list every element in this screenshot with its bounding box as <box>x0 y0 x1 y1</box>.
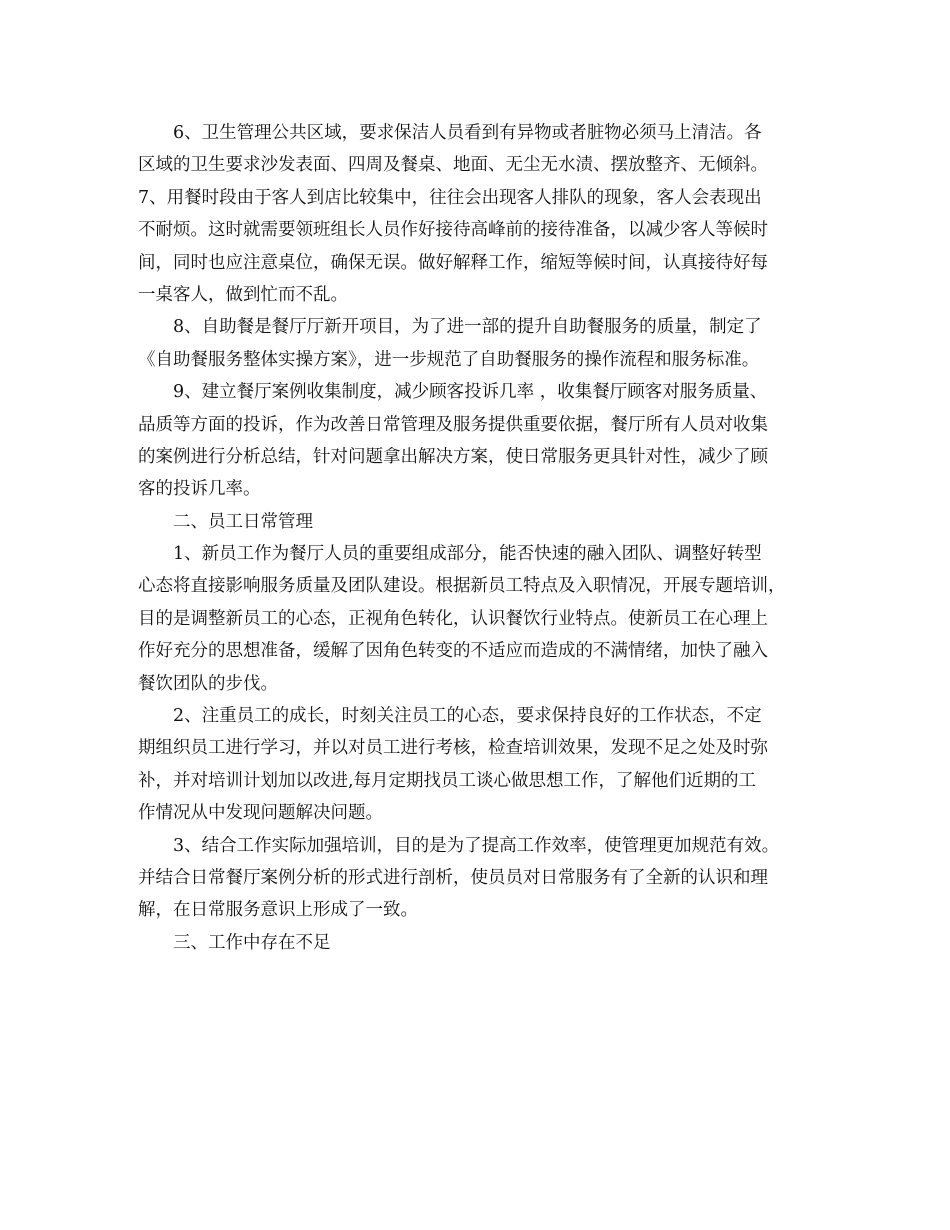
text-line: 3、结合工作实际加强培训，目的是为了提高工作效率，使管理更加规范有效。 <box>173 835 780 856</box>
text-line: 心态将直接影响服务质量及团队建设。根据新员工特点及入职情况，开展专题培训， <box>138 576 786 597</box>
text-line: 并结合日常餐厅案例分析的形式进行剖析，使员员对日常服务有了全新的认识和理 <box>138 867 768 888</box>
text-line: 1、新员工作为餐厅人员的重要组成部分，能否快速的融入团队、调整好转型 <box>173 544 762 565</box>
text-line: 解，在日常服务意识上形成了一致。 <box>138 900 418 921</box>
text-line: 目的是调整新员工的心态，正视角色转化，认识餐饮行业特点。使新员工在心理上 <box>138 608 768 629</box>
text-line: 7、用餐时段由于客人到店比较集中，往往会出现客人排队的现象，客人会表现出 <box>138 187 762 208</box>
text-line: 9、建立餐厅案例收集制度，减少顾客投诉几率 ，收集餐厅顾客对服务质量、 <box>173 382 768 403</box>
text-line: 品质等方面的投诉，作为改善日常管理及服务提供重要依据，餐厅所有人员对收集 <box>138 414 768 435</box>
text-line: 补，并对培训计划加以改进,每月定期找员工谈心做思想工作，了解他们近期的工 <box>138 770 757 791</box>
text-line: 区域的卫生要求沙发表面、四周及餐桌、地面、无尘无水渍、摆放整齐、无倾斜。 <box>138 155 768 176</box>
text-line: 三、工作中存在不足 <box>173 932 331 953</box>
text-line: 期组织员工进行学习，并以对员工进行考核，检查培训效果，发现不足之处及时弥 <box>138 738 768 759</box>
text-line: 间，同时也应注意桌位，确保无误。做好解释工作，缩短等候时间，认真接待好每 <box>138 252 768 273</box>
text-line: 8、自助餐是餐厅厅新开项目，为了进一部的提升自助餐服务的质量，制定了 <box>173 317 762 338</box>
text-line: 6、卫生管理公共区域，要求保洁人员看到有异物或者脏物必须马上清洁。各 <box>173 123 762 143</box>
document-body <box>138 117 818 959</box>
text-line: 客的投诉几率。 <box>138 479 261 500</box>
text-line: 作情况从中发现问题解决问题。 <box>138 803 383 824</box>
text-line: 不耐烦。这时就需要领班组长人员作好接待高峰前的接待准备，以减少客人等候时 <box>138 220 768 241</box>
text-line: 二、员工日常管理 <box>173 511 313 532</box>
text-line: 一桌客人，做到忙而不乱。 <box>138 284 348 305</box>
text-line: 《自助餐服务整体实操方案》，进一步规范了自助餐服务的操作流程和服务标准。 <box>138 349 760 370</box>
text-line: 2、注重员工的成长，时刻关注员工的心态，要求保持良好的工作状态，不定 <box>173 706 762 727</box>
text-line: 餐饮团队的步伐。 <box>138 673 278 694</box>
text-line: 作好充分的思想准备，缓解了因角色转变的不适应而造成的不满情绪，加快了融入 <box>138 641 768 662</box>
text-line: 的案例进行分析总结，针对问题拿出解决方案，使日常服务更具针对性，减少了顾 <box>138 446 768 467</box>
